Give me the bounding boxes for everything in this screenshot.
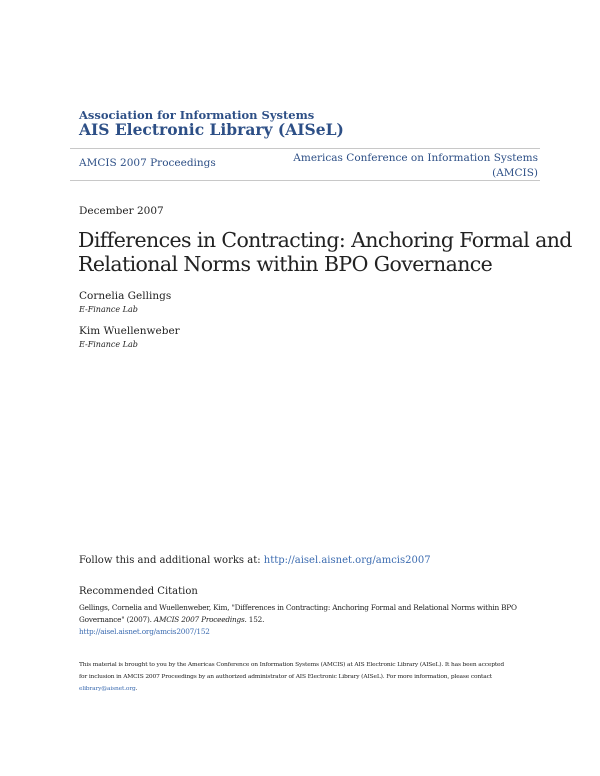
follow-line [79, 555, 431, 566]
paper-title [78, 228, 572, 276]
citation-body [79, 602, 517, 638]
divider [70, 148, 540, 149]
footer-line-2: for inclusion in AMCIS 2007 Proceedings by an authorized administrator of AIS Electronic Library (AISeL). For more information, please contact [79, 674, 492, 680]
citation-heading: Recommended Citation [79, 586, 198, 597]
footer-notice [79, 659, 504, 695]
collection-link[interactable]: http://aisel.aisnet.org/amcis2007 [263, 555, 431, 566]
series-link[interactable]: AMCIS 2007 Proceedings [79, 157, 216, 169]
divider [70, 180, 540, 181]
citation-proceedings: AMCIS 2007 Proceedings [153, 615, 245, 624]
library-name[interactable]: AIS Electronic Library (AISeL) [79, 120, 344, 139]
citation-text: Governance" (2007). [79, 615, 154, 624]
citation-line-2 [79, 614, 517, 626]
citation-text: . 152. [244, 615, 265, 624]
conference-line1: Americas Conference on Information Systems [293, 152, 538, 164]
conference-link[interactable] [293, 151, 538, 181]
publication-date: December 2007 [79, 205, 164, 217]
citation-line-1: Gellings, Cornelia and Wuellenweber, Kim, "Differences in Contracting: Anchoring Formal and Relational Norms within BPO [79, 603, 517, 612]
author-name: Cornelia Gellings [79, 290, 172, 302]
contact-email-link[interactable]: elibrary@aisnet.org [79, 686, 136, 692]
footer-end: . [135, 686, 138, 692]
follow-text: Follow this and additional works at: [79, 555, 264, 566]
conference-line2: (AMCIS) [492, 167, 538, 179]
author-name: Kim Wuellenweber [79, 325, 180, 337]
title-line-1: Differences in Contracting: Anchoring Formal and [78, 228, 572, 252]
org-name: Association for Information Systems [79, 108, 315, 122]
title-line-2: Relational Norms within BPO Governance [78, 252, 493, 276]
author-affiliation: E-Finance Lab [79, 305, 138, 314]
footer-line-1: This material is brought to you by the Americas Conference on Information Systems (AMCIS) at AIS Electronic Library (AISeL). It has been accepted [79, 662, 505, 668]
author-affiliation: E-Finance Lab [79, 340, 138, 349]
citation-link[interactable]: http://aisel.aisnet.org/amcis2007/152 [79, 627, 210, 636]
